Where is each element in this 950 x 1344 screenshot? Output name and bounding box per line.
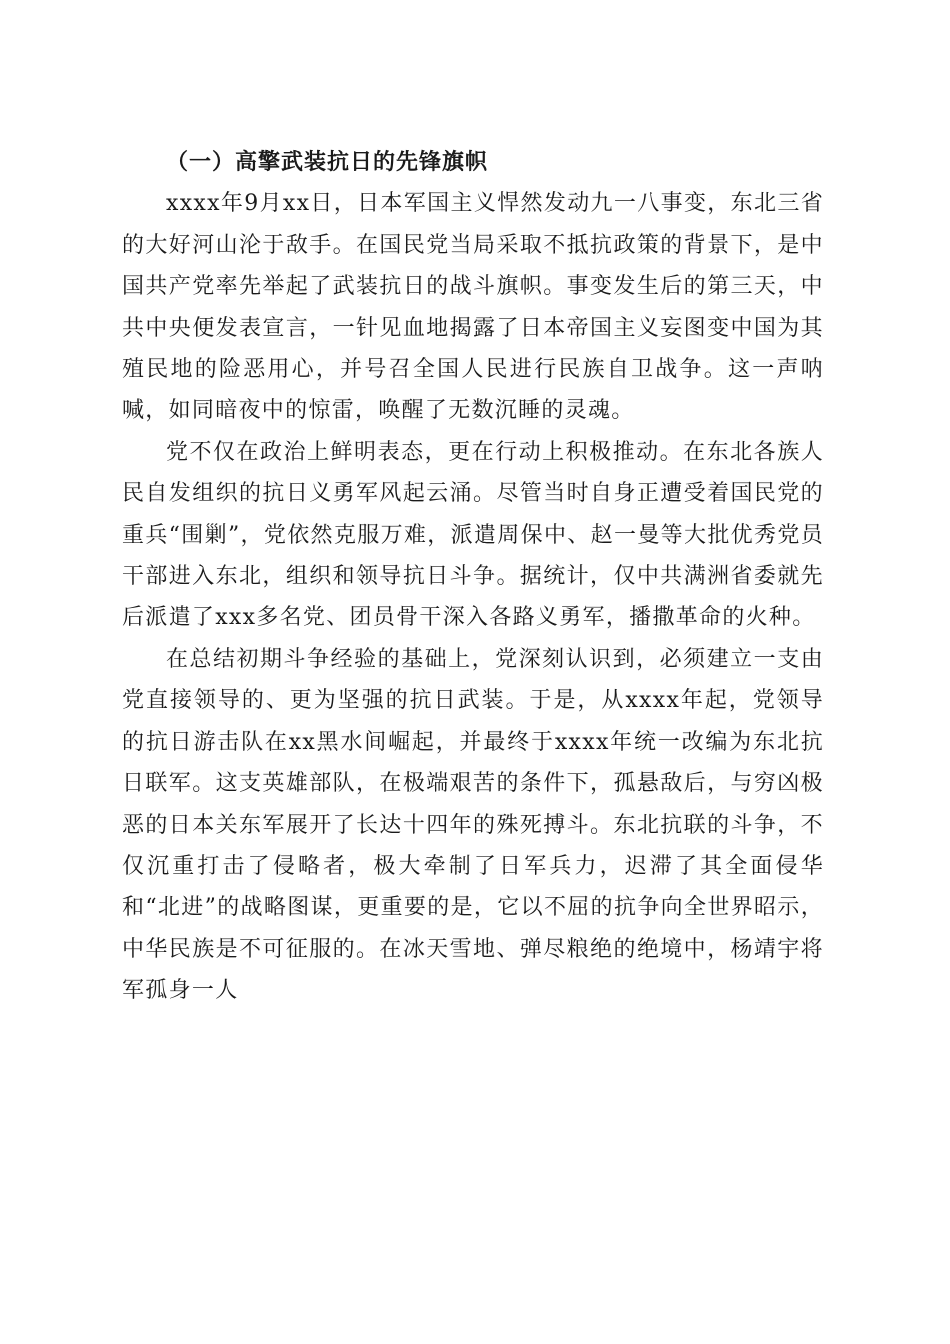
- section-heading: （一）高擎武装抗日的先锋旗帜: [166, 149, 489, 175]
- paragraph-3: 在总结初期斗争经验的基础上，党深刻认识到，必须建立一支由党直接领导的、更为坚强的抗日武装。于是，从xxxx年起，党领导的抗日游击队在xx黑水间崛起，并最终于xxxx年统一改编为东北抗日联军。这支英雄部队，在极端艰苦的条件下，孤悬敌后，与穷凶极恶的日本关东军展开了长达十四年的殊死搏斗。东北抗联的斗争，不仅沉重打击了侵略者，极大牵制了日军兵力，迟滞了其全面侵华和“北进”的战略图谋，更重要的是，它以不屈的抗争向全世界昭示，中华民族是不可征服的。在冰天雪地、弹尽粮绝的绝境中，杨靖宇将军孤身一人: [122, 646, 824, 1004]
- document-body: [122, 142, 824, 1012]
- paragraph-2: 党不仅在政治上鲜明表态，更在行动上积极推动。在东北各族人民自发组织的抗日义勇军风起云涌。尽管当时自身正遭受着国民党的重兵“围剿”，党依然克服万难，派遣周保中、赵一曼等大批优秀党员干部进入东北，组织和领导抗日斗争。据统计，仅中共满洲省委就先后派遣了xxx多名党、团员骨干深入各路义勇军，播撒革命的火种。: [122, 439, 824, 631]
- paragraph-1: xxxx年9月xx日，日本军国主义悍然发动九一八事变，东北三省的大好河山沦于敌手。在国民党当局采取不抵抗政策的背景下，是中国共产党率先举起了武装抗日的战斗旗帜。事变发生后的第三天，中共中央便发表宣言，一针见血地揭露了日本帝国主义妄图变中国为其殖民地的险恶用心，并号召全国人民进行民族自卫战争。这一声呐喊，如同暗夜中的惊雷，唤醒了无数沉睡的灵魂。: [122, 191, 824, 424]
